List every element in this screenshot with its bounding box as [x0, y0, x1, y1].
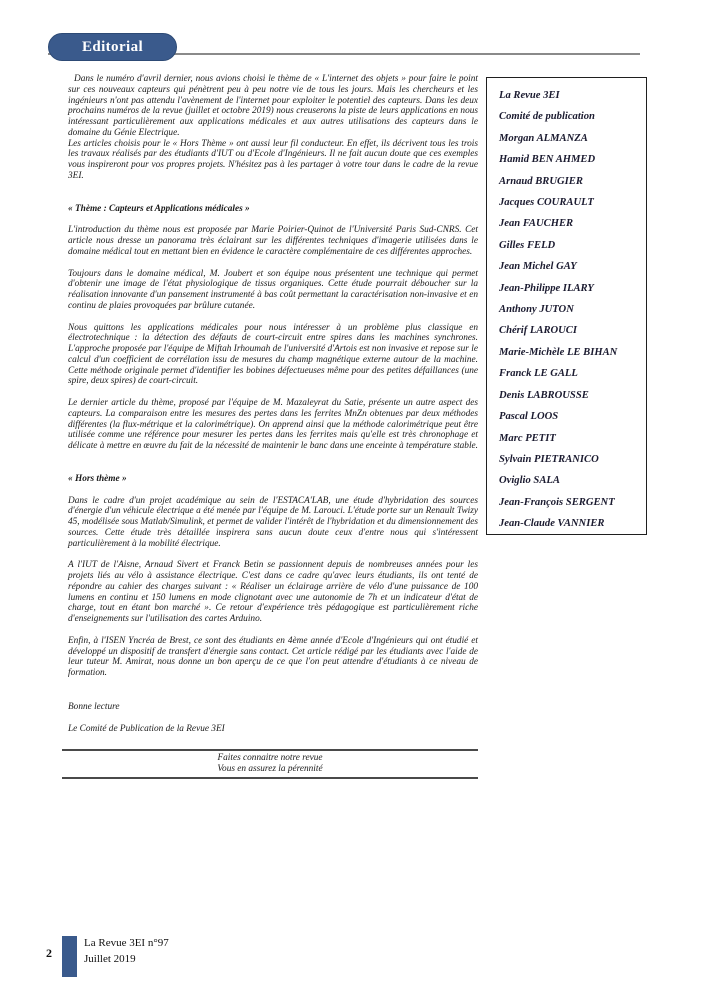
committee-member: Jean-François SERGENT: [499, 496, 615, 508]
publication-committee-box: [486, 77, 647, 535]
hors-theme-section-heading: « Hors thème »: [68, 473, 127, 484]
committee-member: Morgan ALMANZA: [499, 132, 588, 144]
committee-member: Jean FAUCHER: [499, 218, 574, 230]
hors-theme-paragraph-1: Dans le cadre d'un projet académique au sein de l'ESTACA'LAB, une étude d'hybridation des sources d'énergie d'un véhicule électrique a été menée par l'équipe de M. Larouci. L'étude porte sur un Renault Twizy 45, modélisée sous Matlab/Simulink, et permet de valider l'intérêt de l'hybridation et du dimensionnement des sources. Cette étude très détaillée inspirera sans aucun doute ceux d'entre nous qui s'intéressent particulièrement à la mobilité électrique.: [68, 495, 478, 549]
promo-box: [62, 749, 478, 779]
committee-member: Jean-Philippe ILARY: [499, 282, 594, 294]
theme-paragraph-2: Toujours dans le domaine médical, M. Joubert et son équipe nous présentent une technique qui permet d'obtenir une image de l'état physiologique de tissus organiques. Cette étude pourrait déboucher sur la réalisation innovante d'un pansement instrumenté à bas coût permettant la caractérisation non-invasive et en continu de plaies provoquées par brûlure cutanée.: [68, 268, 478, 311]
closing-signature: Le Comité de Publication de la Revue 3EI: [68, 723, 225, 734]
intro-paragraph-1: Dans le numéro d'avril dernier, nous avions choisi le thème de « L'internet des objets » pour faire le point sur ces nouveaux capteurs qui pénètrent peu à peu notre vie de tous les jours. Mais les chercheurs et les ingénieurs n'ont pas attendu l'avènement de l'internet pour exploiter le potentiel des capteurs. Dans les deux prochains numéros de la revue (juillet et octobre 2019) nous creuserons la piste de leurs applications en nous intéressant particulièrement aux applications médicales et aux autres utilisations des capteurs dans le domaine du Génie Electrique.: [68, 74, 478, 138]
committee-member: Franck LE GALL: [499, 368, 578, 380]
committee-member: Chérif LAROUCI: [499, 325, 577, 337]
footer-date-line: Juillet 2019: [84, 952, 136, 965]
committee-member: Marie-Michèle LE BIHAN: [499, 346, 618, 358]
committee-member: Denis LABROUSSE: [499, 389, 589, 401]
closing-greeting: Bonne lecture: [68, 701, 120, 712]
footer-journal-info: [84, 936, 169, 967]
committee-member: Jacques COURAULT: [499, 197, 594, 209]
editorial-tab-label: Editorial: [81, 38, 144, 55]
committee-member: Gilles FELD: [499, 239, 556, 251]
committee-member: Marc PETIT: [499, 432, 556, 444]
page-number: 2: [46, 946, 52, 960]
committee-member: Jean-Claude VANNIER: [499, 518, 605, 530]
theme-paragraph-1: L'introduction du thème nous est proposée par Marie Poirier-Quinot de l'Université Paris Sud-CNRS. Cet article nous dresse un panorama très éclairant sur les différentes techniques d'imagerie utilisées dans le domaine médical tout en mettant bien en évidence le caractère complémentaire de ces différentes approches.: [68, 225, 478, 257]
hors-theme-paragraph-2: A l'IUT de l'Aisne, Arnaud Sivert et Franck Betin se passionnent depuis de nombreuses années pour les projets liés au vélo à assistance électrique. C'est dans ce cadre qu'avec leurs étudiants, ils ont tenté de répondre au cahier des charges suivant : « Réaliser un éclairage arrière de vélo d'une puissance de 100 lumens en continu et 150 lumens en mode clignotant avec une autonomie de 7h et un indicateur d'état de charge, tout en étant bon marché ». Ce retour d'expérience très pédagogique est particulièrement riche d'enseignements sur l'utilisation des cartes Arduino.: [68, 560, 478, 624]
theme-paragraph-4: Le dernier article du thème, proposé par l'équipe de M. Mazaleyrat du Satie, présente un autre aspect des capteurs. La comparaison entre les mesures des pertes dans les ferrites MnZn obtenues par deux méthodes différentes (la flux-métrique et la calorimétrique). On apprend ainsi que la méthode calorimétrique peut être utilisée comme une référence pour mesurer les pertes dans les ferrites mais qu'elle est très chronophage et délicate à mettre en œuvre du fait de la nécessité de maintenir le banc dans une enceinte à température stable.: [68, 398, 478, 451]
committee-member: Anthony JUTON: [499, 304, 574, 316]
promo-line-2: Vous en assurez la pérennité: [217, 763, 323, 774]
footer-journal-line: La Revue 3EI n°97: [84, 937, 169, 949]
promo-line-1: Faites connaitre notre revue: [217, 753, 323, 764]
committee-member: Oviglio SALA: [499, 475, 560, 487]
theme-paragraph-3: Nous quittons les applications médicales pour nous intéresser à un problème plus classique en électrotechnique : la détection des défauts de court-circuit entre spires dans les machines synchrones. L'approche proposée par l'équipe de Miftah Irhoumah de l'université d'Artois est non invasive et repose sur le calcul d'un coefficient de corrélation issu de mesures du champ magnétique externe autour de la machine. Cette méthode originale permet d'identifier les bobines défectueuses même pour des petites défaillances (une spire, deux spires) de court-circuit.: [68, 322, 478, 387]
intro-paragraph-2: Les articles choisis pour le « Hors Thème » ont aussi leur fil conducteur. En effet, ils décrivent tous les trois les travaux réalisés par des étudiants d'IUT ou d'Ecole d'Ingénieurs. Il ne fait aucun doute que ces exemples vous inspireront pour vos propres projets. N'hésitez pas à les partager à votre tour dans le cadre de la revue 3EI.: [68, 138, 478, 181]
committee-box-subtitle: Comité de publication: [499, 111, 595, 123]
committee-member: Arnaud BRUGIER: [499, 175, 583, 187]
theme-section-heading: « Thème : Capteurs et Applications médicales »: [68, 203, 250, 214]
editorial-section-tab: [48, 33, 177, 61]
footer-accent-block: [62, 936, 77, 977]
committee-member: Sylvain PIETRANICO: [499, 453, 599, 465]
committee-member: Pascal LOOS: [499, 411, 559, 423]
hors-theme-paragraph-3: Enfin, à l'ISEN Yncréa de Brest, ce sont des étudiants en 4ème année d'Ecole d'Ingénieurs qui ont étudié et développé un dispositif de transfert d'énergie sans contact. Cet article rédigé par les étudiants avec l'aide de leur tuteur M. Amirat, nous donne un bon aperçu de ce que l'on peut attendre d'étudiants à ce niveau de formation.: [68, 635, 478, 678]
editorial-body: [68, 74, 478, 779]
committee-member: Hamid BEN AHMED: [499, 154, 596, 166]
committee-box-title: La Revue 3EI: [499, 90, 560, 101]
committee-member: Jean Michel GAY: [499, 261, 577, 273]
